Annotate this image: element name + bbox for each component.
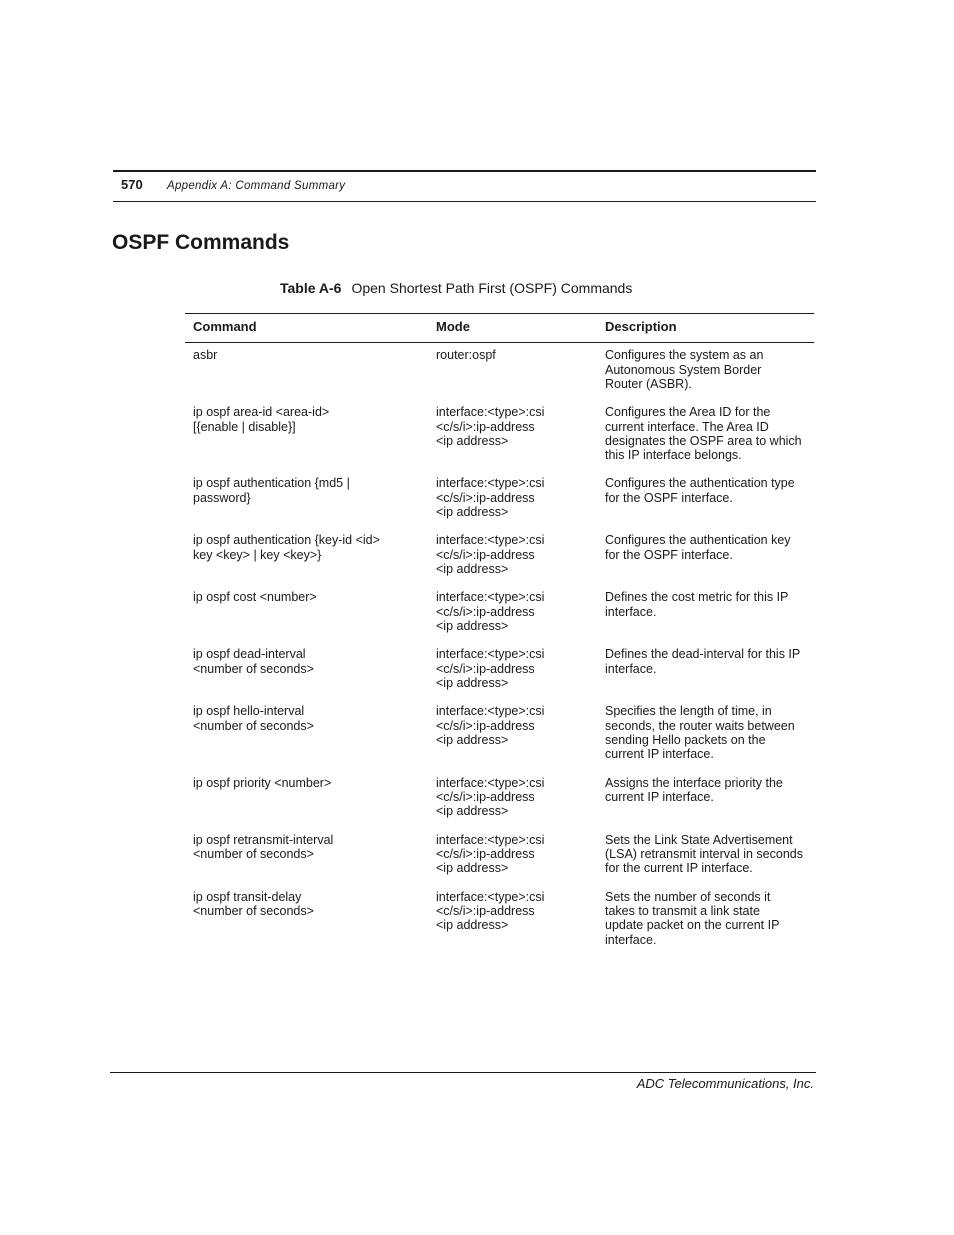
mode-cell: interface:<type>:csi <c/s/i>:ip-address <ip address> xyxy=(436,476,545,520)
description-cell: Defines the cost metric for this IP interface. xyxy=(605,590,789,619)
table-row xyxy=(185,471,814,528)
table-header-row xyxy=(185,314,814,343)
command-cell: ip ospf hello-interval <number of seconds> xyxy=(193,704,314,733)
table-caption xyxy=(280,280,632,296)
table-row xyxy=(185,771,814,828)
description-cell: Sets the number of seconds it takes to transmit a link state update packet on the current IP interface. xyxy=(605,889,780,947)
command-cell: ip ospf retransmit-interval <number of seconds> xyxy=(193,832,334,861)
table-row xyxy=(185,642,814,699)
column-header-description: Description xyxy=(605,319,677,334)
table-row xyxy=(185,699,814,770)
mode-cell: interface:<type>:csi <c/s/i>:ip-address <ip address> xyxy=(436,590,545,634)
command-cell: ip ospf cost <number> xyxy=(193,590,317,605)
description-cell: Specifies the length of time, in seconds, the router waits between sending Hello packets on the current IP interface. xyxy=(605,704,795,762)
footer-rule xyxy=(110,1072,816,1073)
description-cell: Configures the authentication type for the OSPF interface. xyxy=(605,476,795,505)
mode-cell: router:ospf xyxy=(436,348,496,363)
description-cell: Configures the system as an Autonomous System Border Router (ASBR). xyxy=(605,348,764,391)
mode-cell: interface:<type>:csi <c/s/i>:ip-address <ip address> xyxy=(436,704,545,748)
footer-publisher: ADC Telecommunications, Inc. xyxy=(636,1076,814,1091)
table-row xyxy=(185,885,814,956)
column-header-command: Command xyxy=(193,319,257,334)
table-row xyxy=(185,528,814,585)
command-cell: ip ospf authentication {key-id <id> key <key> | key <key>} xyxy=(193,533,380,562)
page-number: 570 xyxy=(121,177,143,192)
command-cell: ip ospf priority <number> xyxy=(193,775,332,790)
mode-cell: interface:<type>:csi <c/s/i>:ip-address <ip address> xyxy=(436,832,545,876)
mode-cell: interface:<type>:csi <c/s/i>:ip-address <ip address> xyxy=(436,775,545,819)
table-row xyxy=(185,585,814,642)
description-cell: Configures the authentication key for the OSPF interface. xyxy=(605,533,791,562)
mode-cell: interface:<type>:csi <c/s/i>:ip-address <ip address> xyxy=(436,889,545,933)
command-cell: asbr xyxy=(193,348,218,363)
header-bottom-rule xyxy=(113,201,816,202)
description-cell: Assigns the interface priority the current IP interface. xyxy=(605,775,783,804)
command-cell: ip ospf authentication {md5 | password} xyxy=(193,476,350,505)
command-cell: ip ospf transit-delay <number of seconds> xyxy=(193,889,314,918)
ospf-commands-table xyxy=(185,313,814,956)
running-head-title: Appendix A: Command Summary xyxy=(167,180,346,192)
command-cell: ip ospf dead-interval <number of seconds> xyxy=(193,647,314,676)
section-title: OSPF Commands xyxy=(112,231,290,254)
table-row xyxy=(185,828,814,885)
table-caption-label: Table A-6 xyxy=(280,280,342,296)
mode-cell: interface:<type>:csi <c/s/i>:ip-address <ip address> xyxy=(436,533,545,577)
command-cell: ip ospf area-id <area-id> [{enable | disable}] xyxy=(193,405,330,434)
header-top-rule xyxy=(113,170,816,172)
mode-cell: interface:<type>:csi <c/s/i>:ip-address <ip address> xyxy=(436,647,545,691)
table-row xyxy=(185,400,814,471)
description-cell: Defines the dead-interval for this IP interface. xyxy=(605,647,801,676)
column-header-mode: Mode xyxy=(436,319,470,334)
mode-cell: interface:<type>:csi <c/s/i>:ip-address <ip address> xyxy=(436,405,545,448)
table-row xyxy=(185,343,814,401)
table-caption-text: Open Shortest Path First (OSPF) Commands xyxy=(351,280,633,296)
description-cell: Sets the Link State Advertisement (LSA) retransmit interval in seconds for the current IP interface. xyxy=(605,832,803,876)
running-header xyxy=(121,177,345,195)
description-cell: Configures the Area ID for the current interface. The Area ID designates the OSPF area to which this IP interface belongs. xyxy=(605,405,802,463)
